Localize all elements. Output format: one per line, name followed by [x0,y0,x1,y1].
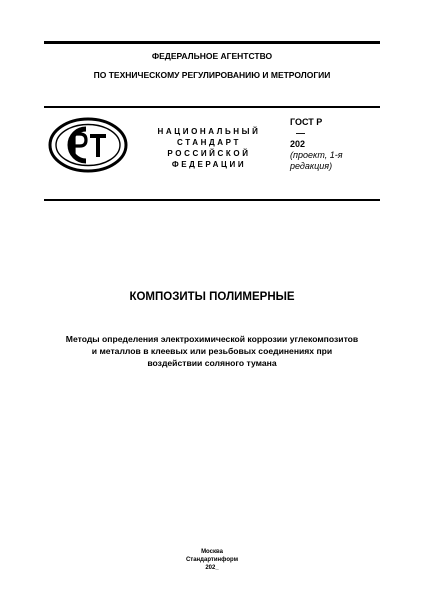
rst-logo-icon [48,117,128,173]
edition-line1: (проект, 1-я [290,150,343,160]
top-rule [44,41,380,44]
national-line: ФЕДЕРАЦИИ [171,160,247,169]
gost-label: ГОСТ Р [290,117,323,127]
agency-name-line2: ПО ТЕХНИЧЕСКОМУ РЕГУЛИРОВАНИЮ И МЕТРОЛОГИИ [93,70,331,80]
gost-number: 202 [290,139,306,149]
document-title: КОМПОЗИТЫ ПОЛИМЕРНЫЕ [129,291,295,303]
gost-dash: — [296,128,305,138]
year: 202_ [205,565,219,571]
city: Москва [201,549,223,555]
national-standard-label [152,126,266,170]
national-line: НАЦИОНАЛЬНЫЙ [157,127,261,136]
header-rule [44,106,380,108]
gost-designation [290,117,370,172]
subtitle-line: Методы определения электрохимической коррозии углекомпозитов [65,334,359,344]
edition-line2: редакция) [290,161,333,171]
document-subtitle [36,333,388,369]
subtitle-line: воздействии соляного тумана [147,358,277,368]
block-rule [44,199,380,201]
agency-name-line1: ФЕДЕРАЛЬНОЕ АГЕНТСТВО [151,51,273,61]
national-line: РОССИЙСКОЙ [167,149,251,158]
subtitle-line: и металлов в клеевых или резьбовых соединениях при [91,346,333,356]
publication-info [44,548,380,572]
national-line: СТАНДАРТ [177,138,241,147]
publisher: Стандартинформ [185,557,239,563]
